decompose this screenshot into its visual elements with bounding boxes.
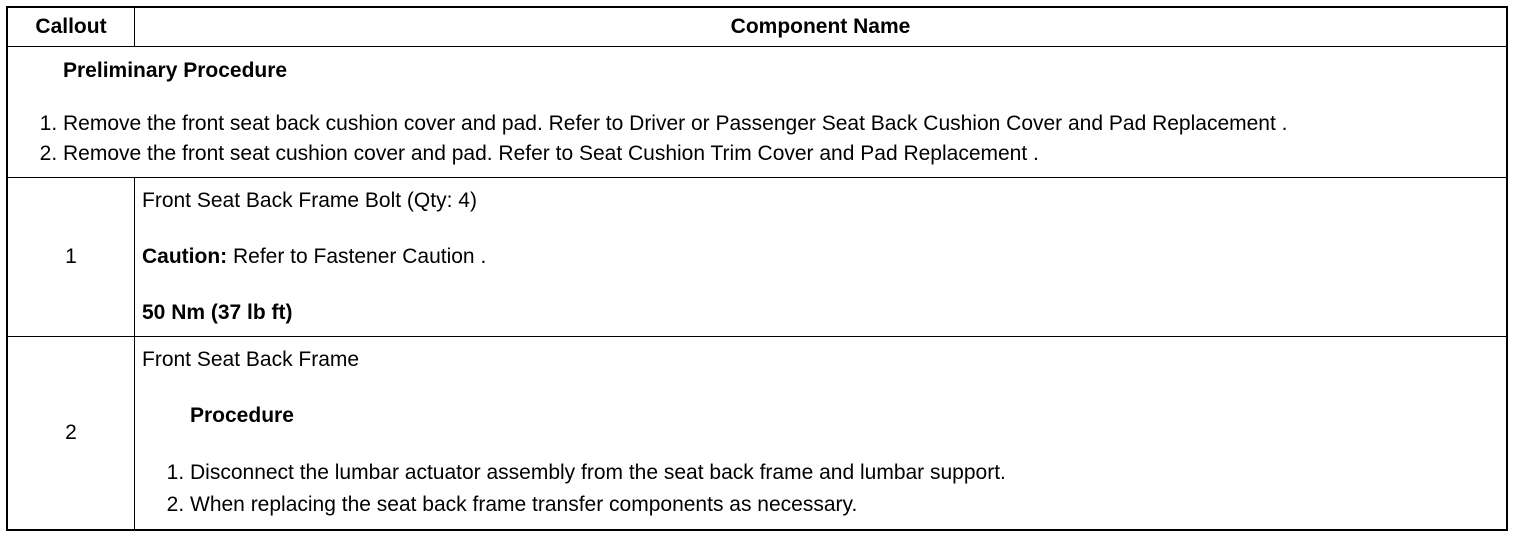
preliminary-step-2: 2. Remove the front seat cushion cover and pad. Refer to Seat Cushion Trim Cover and Pad Replacement . <box>63 139 1506 169</box>
table-row <box>7 178 1507 337</box>
component-name: Front Seat Back Frame Bolt (Qty: 4) <box>142 189 477 212</box>
procedure-steps <box>142 457 1498 521</box>
preliminary-title: Preliminary Procedure <box>63 59 288 82</box>
callout-number: 2 <box>7 337 135 531</box>
preliminary-step-1: 1. Remove the front seat back cushion cover and pad. Refer to Driver or Passenger Seat Back Cushion Cover and Pad Replacement . <box>63 109 1506 139</box>
torque-spec: 50 Nm (37 lb ft) <box>142 301 293 324</box>
callout-number: 1 <box>7 178 135 337</box>
caution-line <box>142 242 1498 272</box>
component-name: Front Seat Back Frame <box>142 348 360 371</box>
component-cell <box>135 337 1508 531</box>
procedure-step-1: 1. Disconnect the lumbar actuator assembly from the seat back frame and lumbar support. <box>190 457 1498 489</box>
caution-label: Caution: <box>142 245 228 268</box>
caution-text: Refer to Fastener Caution . <box>227 245 487 268</box>
preliminary-cell <box>7 47 1507 178</box>
procedure-title: Procedure <box>190 404 294 427</box>
header-row <box>7 7 1507 47</box>
preliminary-row <box>7 47 1507 178</box>
component-name-header: Component Name <box>135 7 1508 47</box>
table-row <box>7 337 1507 531</box>
callout-header: Callout <box>7 7 135 47</box>
procedure-step-2: 2. When replacing the seat back frame transfer components as necessary. <box>190 489 1498 521</box>
component-cell <box>135 178 1508 337</box>
procedure-table <box>6 6 1508 531</box>
preliminary-steps <box>8 109 1506 169</box>
